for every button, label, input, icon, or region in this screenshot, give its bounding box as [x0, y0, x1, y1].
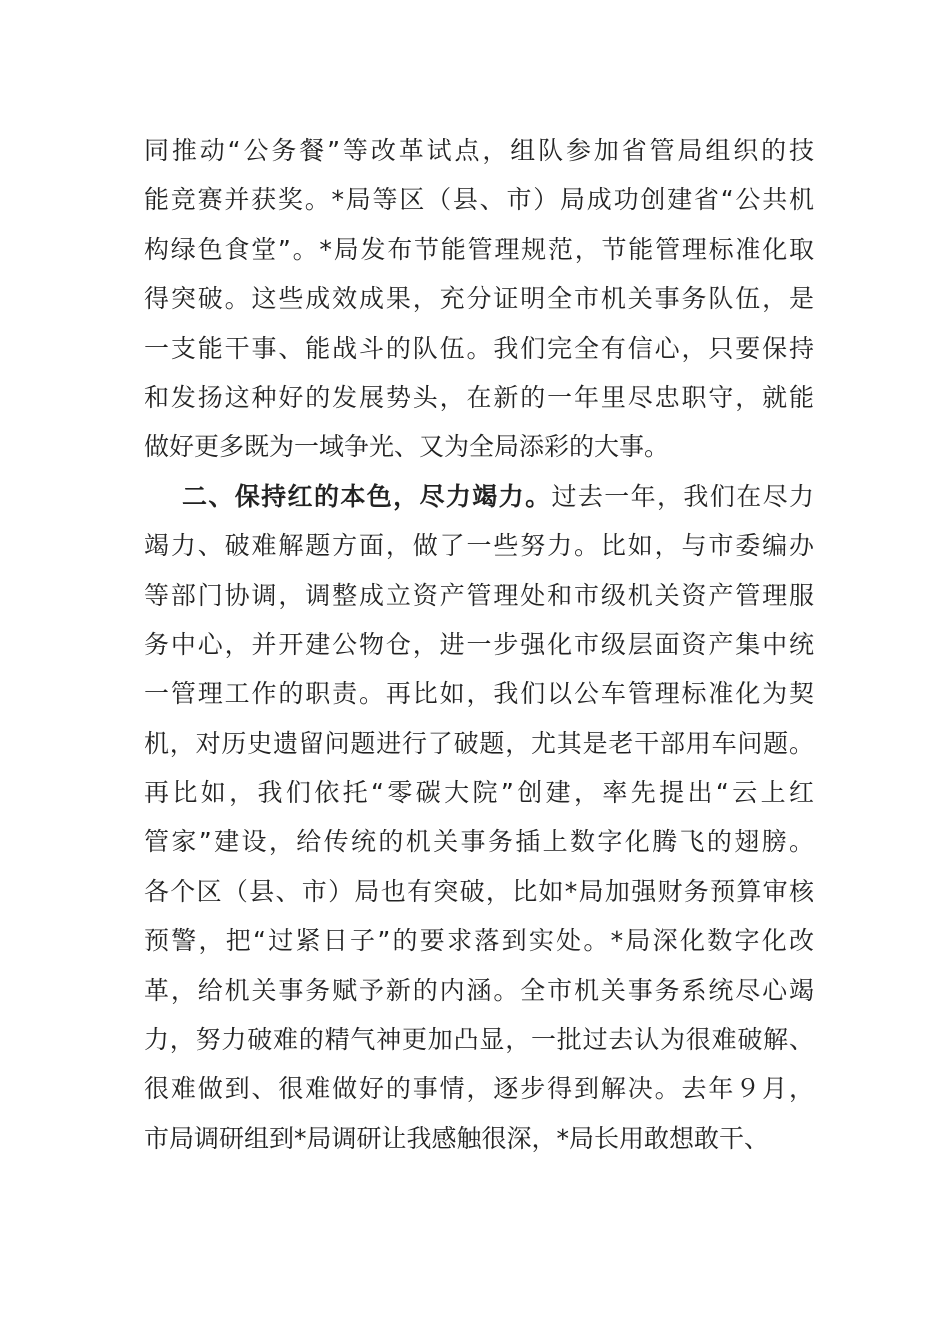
- text-line: 革，给机关事务赋予新的内涵。全市机关事务系统尽心竭: [144, 975, 814, 1005]
- text-line: 一支能干事、能战斗的队伍。我们完全有信心，只要保持: [144, 333, 814, 363]
- text-line: 得突破。这些成效成果，充分证明全市机关事务队伍，是: [144, 284, 814, 314]
- text-line: 管家”建设，给传统的机关事务插上数字化腾飞的翅膀。: [144, 827, 814, 857]
- text-line: 市局调研组到*局调研让我感触很深，*局长用敢想敢干、: [144, 1123, 770, 1153]
- text-line: 能竞赛并获奖。*局等区（县、市）局成功创建省“公共机: [144, 185, 814, 215]
- heading-line-rest: 过去一年，我们在尽力: [551, 481, 814, 511]
- text-line: 很难做到、很难做好的事情，逐步得到解决。去年９月，: [144, 1074, 814, 1104]
- text-line: [144, 472, 814, 521]
- text-line: 预警，把“过紧日子”的要求落到实处。*局深化数字化改: [144, 926, 814, 956]
- text-line: 等部门协调，调整成立资产管理处和市级机关资产管理服: [144, 580, 814, 610]
- text-line: 机，对历史遗留问题进行了破题，尤其是老干部用车问题。: [144, 728, 814, 758]
- text-line: 做好更多既为一域争光、又为全局添彩的大事。: [144, 432, 670, 462]
- text-line: 同推动“公务餐”等改革试点，组队参加省管局组织的技: [144, 136, 814, 165]
- text-line: 力，努力破难的精气神更加凸显，一批过去认为很难破解、: [144, 1025, 814, 1055]
- text-line: 构绿色食堂”。*局发布节能管理规范，节能管理标准化取: [144, 234, 814, 264]
- text-line: 竭力、破难解题方面，做了一些努力。比如，与市委编办: [144, 531, 814, 561]
- section-heading: 二、保持红的本色，尽力竭力。: [182, 481, 552, 511]
- text-line: 和发扬这种好的发展势头，在新的一年里尽忠职守，就能: [144, 382, 814, 412]
- text-line: 再比如，我们依托“零碳大院”创建，率先提出“云上红: [144, 778, 814, 808]
- text-line: 务中心，并开建公物仓，进一步强化市级层面资产集中统: [144, 629, 814, 659]
- paragraph-1: [144, 126, 814, 472]
- text-line: 一管理工作的职责。再比如，我们以公车管理标准化为契: [144, 679, 814, 709]
- text-line: 各个区（县、市）局也有突破，比如*局加强财务预算审核: [144, 876, 814, 906]
- paragraph-2: [144, 472, 814, 1163]
- body-text: [144, 126, 814, 1163]
